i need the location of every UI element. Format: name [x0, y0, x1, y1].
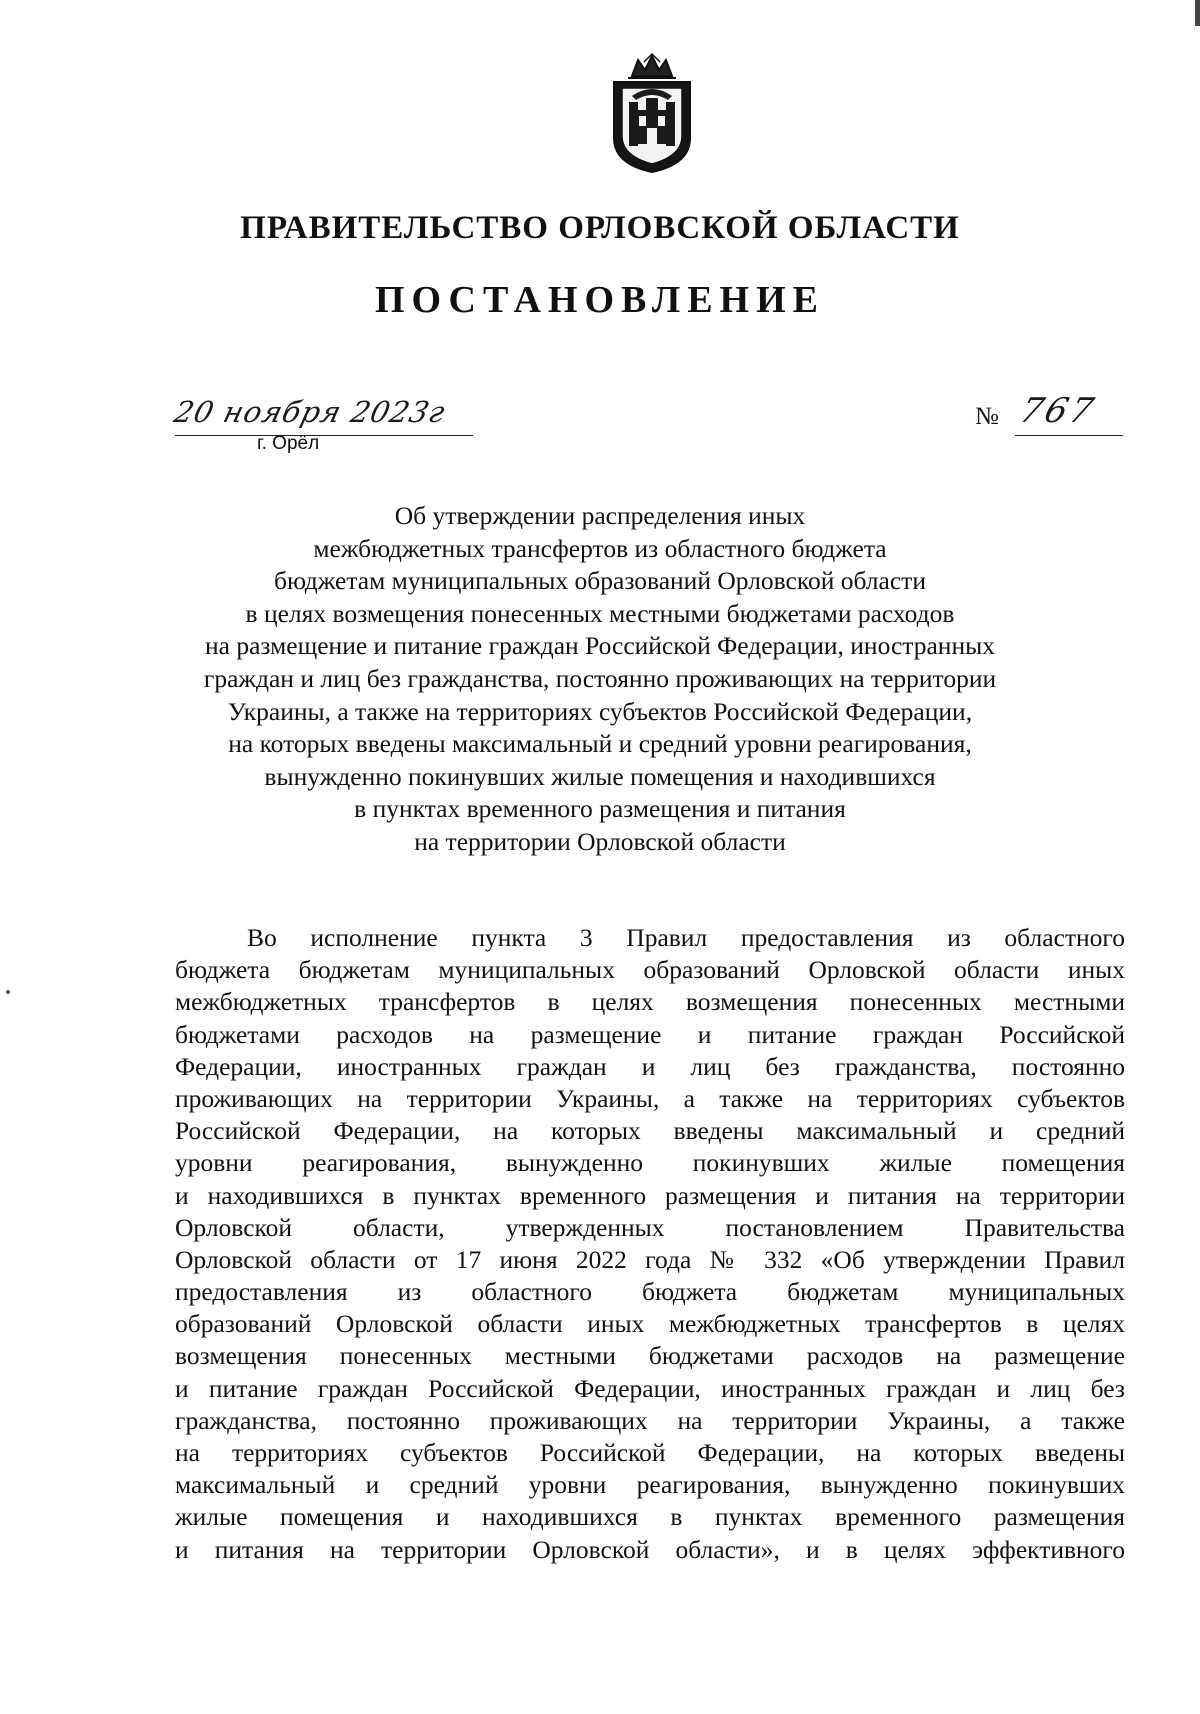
subject-line: Об утверждении распределения иных [394, 501, 806, 530]
document-number-field [975, 391, 1125, 445]
body-line: Федерации, иностранных граждан и лиц без гражданства, постоянно [175, 1051, 1125, 1081]
number-sign: № [975, 403, 999, 430]
body-paragraph [175, 922, 1125, 1566]
body-line: образований Орловской области иных межбюджетных трансфертов в целях [175, 1309, 1125, 1339]
subject-line: на территории Орловской области [414, 826, 786, 856]
subject-line: межбюджетных трансфертов из областного бюджета [313, 533, 887, 563]
body-line: и питание граждан Российской Федерации, иностранных граждан и лиц без [175, 1373, 1125, 1403]
city-label: г. Орёл [257, 433, 320, 454]
subject-line: на размещение и питание граждан Российской Федерации, иностранных [205, 631, 995, 661]
body-line: бюджетами расходов на размещение и питание граждан Российской [175, 1019, 1125, 1049]
body-line: гражданства, постоянно проживающих на территории Украины, а также [175, 1405, 1125, 1435]
body-line: и питания на территории Орловской области», и в целях эффективного [175, 1534, 1125, 1564]
body-line: жилые помещения и находившихся в пунктах временного размещения [175, 1502, 1125, 1532]
subject-line: на которых введены максимальный и средний уровни реагирования, [228, 729, 972, 759]
body-line: и находившихся в пунктах временного размещения и питания на территории [175, 1180, 1125, 1210]
body-line: предоставления из областного бюджета бюджетам муниципальных [175, 1277, 1125, 1307]
body-line: возмещения понесенных местными бюджетами расходов на размещение [175, 1341, 1125, 1371]
body-line: проживающих на территории Украины, а также на территориях субъектов [175, 1083, 1125, 1113]
document-subject [150, 500, 1050, 859]
document-type-title: ПОСТАНОВЛЕНИЕ [374, 279, 826, 321]
body-line: Во исполнение пункта 3 Правил предоставления из областного [247, 923, 1125, 952]
subject-line: в пунктах временного размещения и питания [354, 794, 846, 824]
number-underline [1015, 435, 1123, 436]
body-line: на территориях субъектов Российской Федерации, на которых введены [175, 1438, 1125, 1467]
body-line: Орловской области от 17 июня 2022 года № 332 «Об утверждении Правил [175, 1244, 1125, 1274]
body-line: межбюджетных трансфертов в целях возмещения понесенных местными [175, 987, 1125, 1017]
scan-speck [6, 990, 10, 994]
date-field [170, 395, 475, 455]
subject-line: вынужденно покинувших жилые помещения и находившихся [264, 761, 936, 791]
body-line: Орловской области, утвержденных постановлением Правительства [175, 1212, 1125, 1242]
subject-line: граждан и лиц без гражданства, постоянно проживающих на территории [203, 663, 997, 693]
coat-of-arms-icon [602, 52, 702, 176]
scan-edge-mark [1195, 0, 1200, 26]
handwritten-date: 20 ноября 2023г [170, 395, 450, 429]
handwritten-number: 767 [1015, 391, 1101, 431]
body-line: уровни реагирования, вынужденно покинувших жилые помещения [175, 1148, 1125, 1178]
subject-line: Украины, а также на территориях субъектов Российской Федерации, [227, 696, 973, 726]
subject-line: в целях возмещения понесенных местными бюджетами расходов [245, 598, 955, 628]
subject-line: бюджетам муниципальных образований Орловской области [274, 566, 926, 596]
body-line: максимальный и средний уровни реагирования, вынужденно покинувших [175, 1470, 1125, 1500]
body-line: бюджета бюджетам муниципальных образований Орловской области иных [175, 955, 1125, 985]
date-underline [175, 435, 473, 436]
government-title: ПРАВИТЕЛЬСТВО ОРЛОВСКОЙ ОБЛАСТИ [240, 210, 960, 246]
body-line: Российской Федерации, на которых введены максимальный и средний [175, 1116, 1125, 1146]
